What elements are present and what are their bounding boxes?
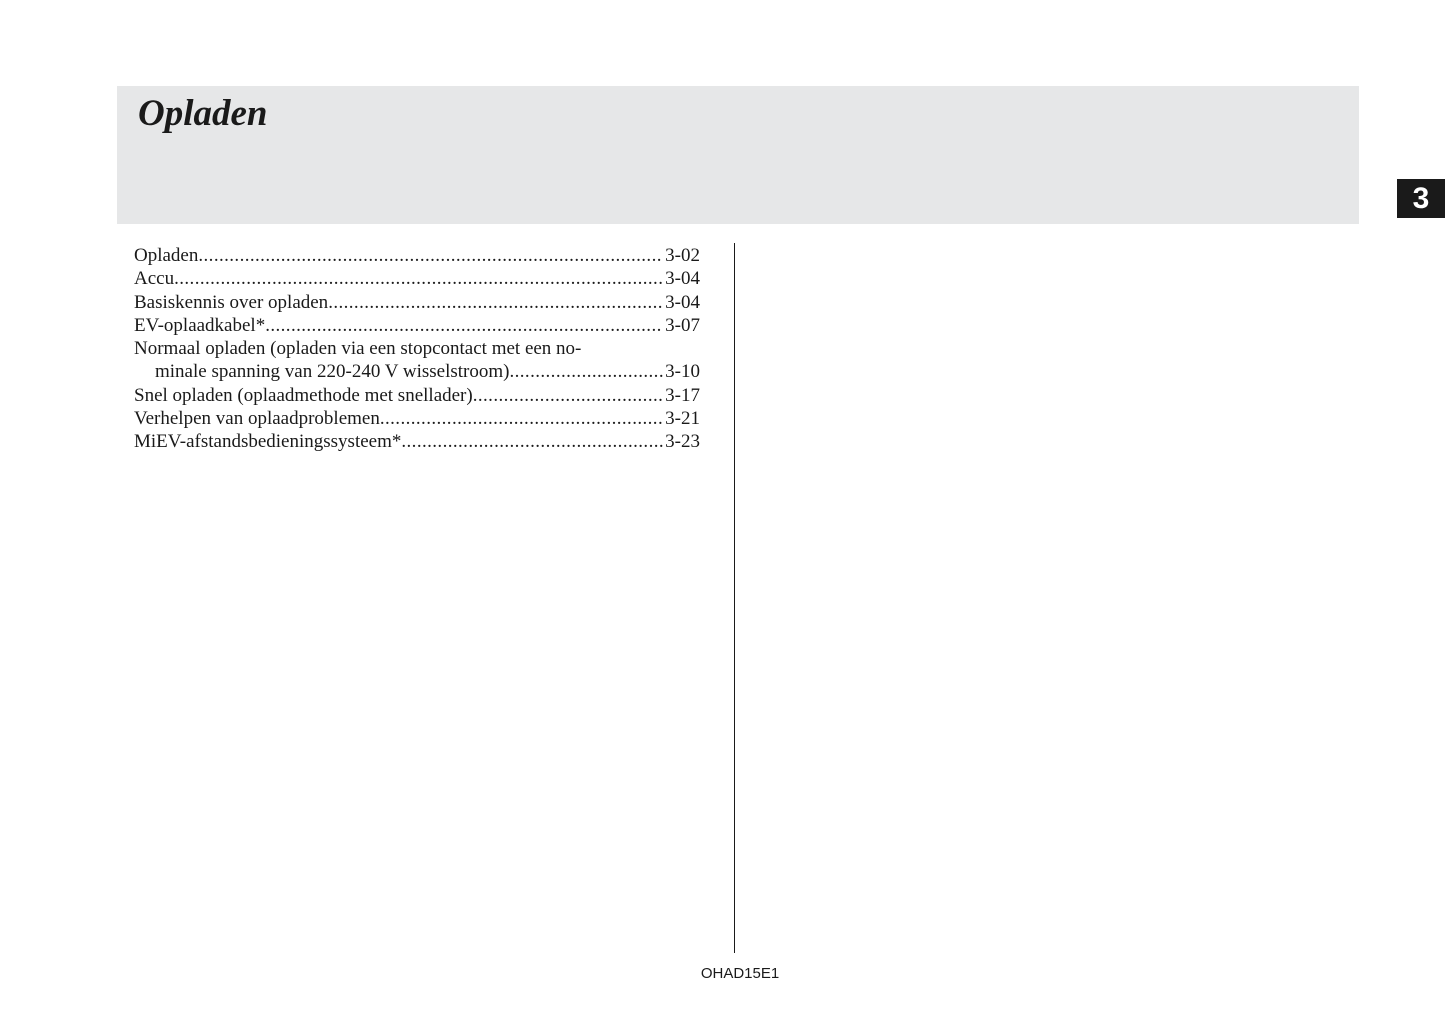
document-code: OHAD15E1 (700, 965, 780, 982)
toc-dot-leader (198, 244, 663, 267)
toc-entry-page: 3-17 (665, 384, 700, 406)
toc-entry-page: 3-02 (665, 245, 700, 266)
toc-entry-opladen[interactable] (134, 244, 700, 267)
toc-entry-label: Basiskennis over opladen (134, 291, 329, 313)
toc-entry-label: MiEV-afstandsbedieningssysteem* (134, 431, 402, 453)
toc-entry-label: Snel opladen (oplaadmethode met snellader) (134, 384, 473, 406)
toc-entry-basiskennis[interactable] (134, 291, 700, 314)
chapter-title: Opladen (138, 93, 268, 134)
toc-entry-label: Accu (134, 268, 175, 290)
chapter-number-tab: 3 (1397, 179, 1445, 218)
toc-entry-verhelpen[interactable] (134, 407, 700, 430)
toc-dot-leader (328, 291, 663, 314)
toc-entry-miev-afstandsbediening[interactable] (134, 430, 700, 453)
toc-entry-page: 3-21 (665, 408, 700, 430)
toc-dot-leader (265, 314, 663, 337)
column-divider (734, 243, 735, 953)
toc-entry-ev-oplaadkabel[interactable] (134, 314, 700, 337)
toc-entry-page: 3-23 (665, 431, 700, 453)
toc-entry-label: EV-oplaadkabel* (134, 314, 266, 336)
chapter-header-band (117, 86, 1359, 224)
toc-entry-page: 3-04 (665, 291, 700, 313)
toc-entry-label: Opladen (134, 245, 199, 266)
toc-entry-page: 3-10 (665, 361, 700, 383)
toc-entry-label-line1: Normaal opladen (opladen via een stopcontact met een no- (134, 338, 582, 360)
toc-entry-label-line2: minale spanning van 220-240 V wisselstroom) (155, 361, 510, 383)
toc-entry-accu[interactable] (134, 267, 700, 290)
table-of-contents (134, 244, 700, 454)
toc-entry-label: Verhelpen van oplaadproblemen (134, 408, 380, 430)
toc-dot-leader (380, 407, 663, 430)
toc-dot-leader (509, 360, 663, 383)
toc-entry-page: 3-04 (665, 268, 700, 290)
toc-entry-normaal-opladen[interactable] (134, 337, 700, 384)
toc-entry-snel-opladen[interactable] (134, 384, 700, 407)
toc-entry-continuation (134, 360, 700, 383)
toc-entry-page: 3-07 (665, 314, 700, 336)
toc-dot-leader (174, 267, 663, 290)
toc-dot-leader (473, 384, 663, 407)
toc-dot-leader (401, 430, 663, 453)
